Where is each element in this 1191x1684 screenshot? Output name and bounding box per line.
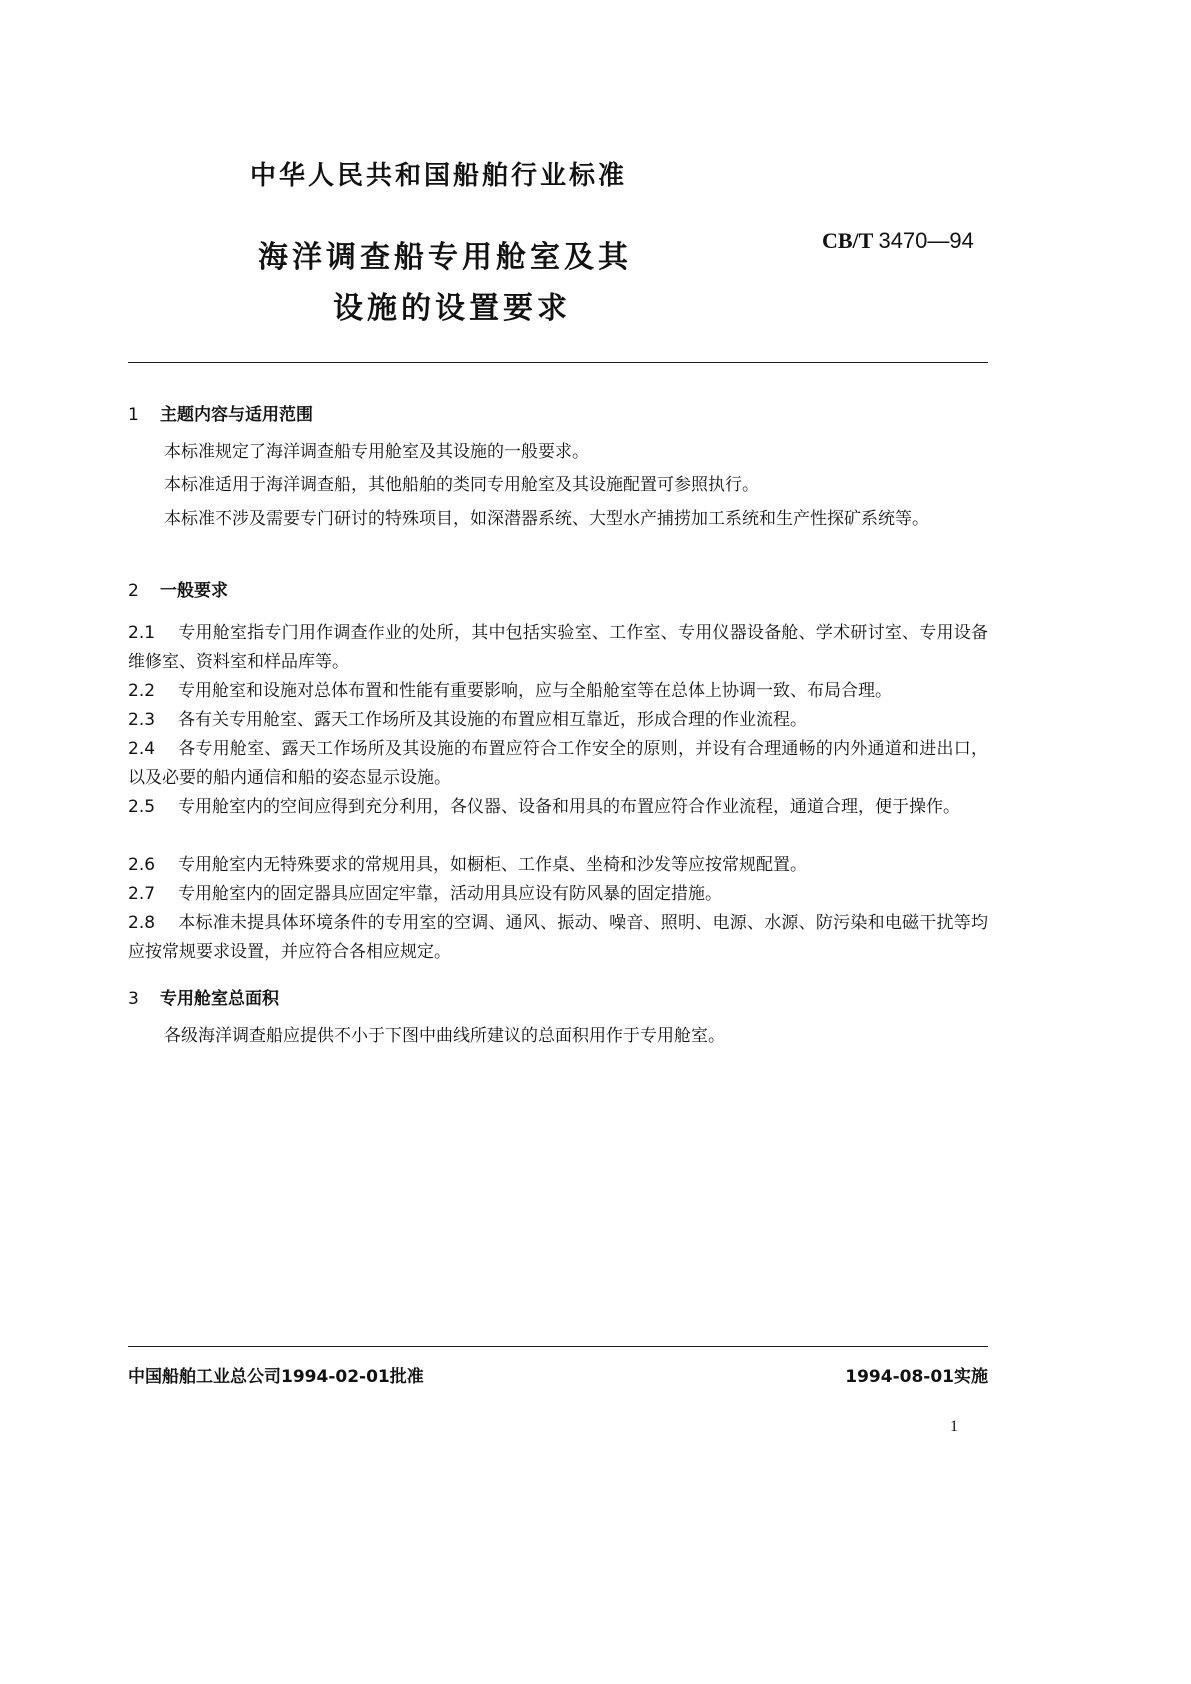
clause-text: 专用舱室指专门用作调查作业的处所，其中包括实验室、工作室、专用仪器设备舱、学术研讨室、专用设备维修室、资料室和样品库等。 [128, 623, 988, 672]
clause-text: 本标准未提具体环境条件的专用室的空调、通风、振动、噪音、照明、电源、水源、防污染和电磁干扰等均应按常规要求设置，并应符合各相应规定。 [128, 913, 988, 962]
clause-text: 各有关专用舱室、露天工作场所及其设施的布置应相互靠近，形成合理的作业流程。 [178, 710, 807, 730]
clause-text: 专用舱室和设施对总体布置和性能有重要影响，应与全船舱室等在总体上协调一致、布局合理。 [178, 681, 892, 701]
section-3-paragraph: 各级海洋调查船应提供不小于下图中曲线所建议的总面积用作于专用舱室。 [164, 1026, 725, 1046]
section-3-heading [128, 984, 279, 1009]
clause-text: 专用舱室内无特殊要求的常规用具，如橱柜、工作桌、坐椅和沙发等应按常规配置。 [178, 855, 807, 875]
clause-2-7 [128, 880, 988, 909]
clause-2-1 [128, 619, 988, 677]
clause-2-3 [128, 706, 988, 735]
clause-number: 2.3 [128, 710, 156, 730]
page-number: 1 [950, 1418, 958, 1435]
header-divider [128, 362, 988, 363]
clause-number: 2.5 [128, 797, 156, 817]
standard-series-title: 中华人民共和国船舶行业标准 [250, 161, 628, 191]
clause-2-8 [128, 909, 988, 967]
section-2-heading [128, 576, 228, 601]
section-1-paragraph: 本标准适用于海洋调查船，其他船舶的类同专用舱室及其设施配置可参照执行。 [164, 475, 759, 495]
clause-number: 2.1 [128, 623, 156, 643]
section-title: 一般要求 [160, 581, 228, 601]
clause-text: 专用舱室内的空间应得到充分利用，各仪器、设备和用具的布置应符合作业流程，通道合理，便于操作。 [178, 797, 960, 817]
effective-date: 1994-08-01实施 [845, 1367, 988, 1387]
section-1-heading [128, 400, 313, 425]
clause-number: 2.4 [128, 739, 156, 759]
clause-number: 2.7 [128, 884, 156, 904]
clause-2-5 [128, 793, 988, 822]
standard-code-prefix: CB/T [822, 228, 873, 253]
clause-number: 2.8 [128, 913, 156, 933]
document-title-line-1: 海洋调查船专用舱室及其 [258, 240, 632, 275]
clause-2-2 [128, 677, 988, 706]
section-title: 主题内容与适用范围 [160, 405, 313, 425]
document-title-line-2: 设施的设置要求 [333, 291, 571, 326]
section-number: 2 [128, 581, 139, 601]
clause-number: 2.6 [128, 855, 156, 875]
section-number: 3 [128, 989, 139, 1009]
clause-2-4 [128, 735, 988, 793]
clause-number: 2.2 [128, 681, 156, 701]
clause-text: 专用舱室内的固定器具应固定牢靠，活动用具应设有防风暴的固定措施。 [178, 884, 722, 904]
approval-line: 中国船舶工业总公司1994-02-01批准 [128, 1367, 424, 1387]
section-1-paragraph: 本标准不涉及需要专门研讨的特殊项目，如深潜器系统、大型水产捕捞加工系统和生产性探矿系统等。 [164, 509, 929, 529]
section-title: 专用舱室总面积 [160, 989, 279, 1009]
clause-text: 各专用舱室、露天工作场所及其设施的布置应符合工作安全的原则，并设有合理通畅的内外通道和进出口，以及必要的船内通信和船的姿态显示设施。 [128, 739, 988, 788]
standard-code-number: 3470—94 [878, 228, 974, 253]
section-1-paragraph: 本标准规定了海洋调查船专用舱室及其设施的一般要求。 [164, 442, 589, 462]
clause-2-6 [128, 851, 988, 880]
section-number: 1 [128, 405, 139, 425]
footer-divider [128, 1346, 988, 1347]
standard-code [822, 228, 974, 254]
